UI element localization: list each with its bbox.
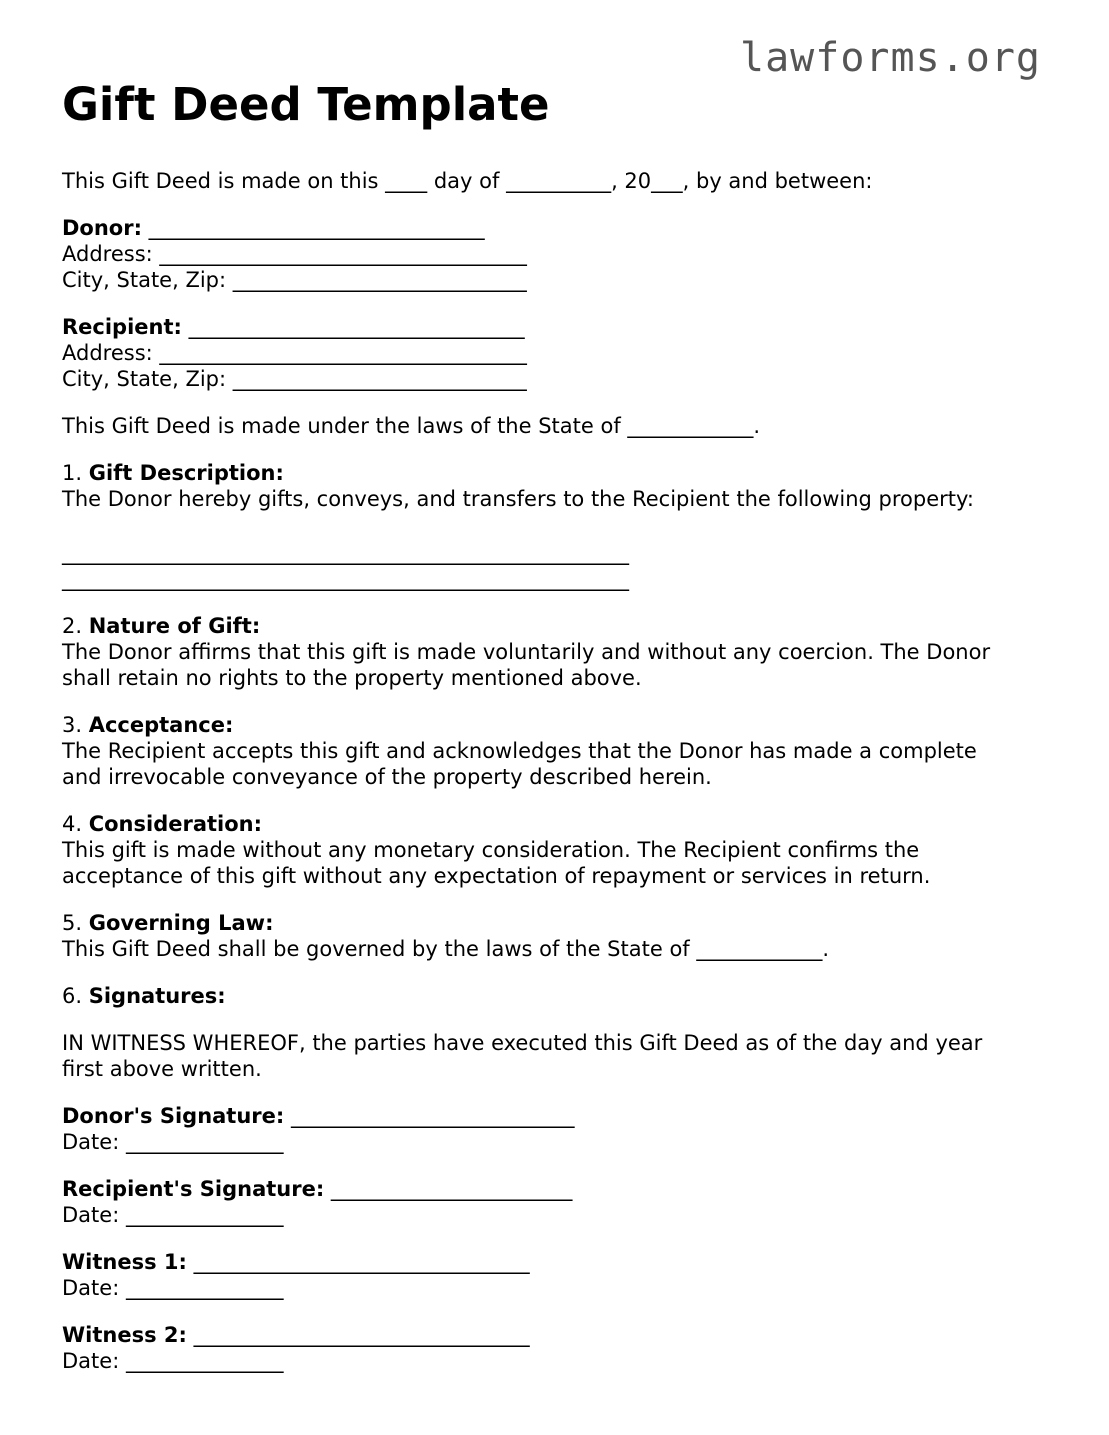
signature-blank: _______________________: [324, 1177, 573, 1201]
donor-address-line: Address: ___________________________________: [62, 242, 527, 266]
section-heading: [62, 811, 1052, 837]
signature-line: [62, 1322, 1052, 1348]
donor-name-line: [62, 215, 1052, 241]
recipient-city-line: City, State, Zip: ____________________________: [62, 367, 527, 391]
recipient-name-line: [62, 314, 1052, 340]
section-heading: [62, 712, 1052, 738]
section-body: The Donor affirms that this gift is made voluntarily and without any coercion. The Donor: [62, 640, 991, 664]
section-title: Acceptance:: [88, 713, 234, 737]
section-governing-law: [62, 910, 1052, 962]
section-title: Governing Law:: [88, 911, 274, 935]
signature-blank: ________________________________: [186, 1250, 530, 1274]
witness-clause: first above written.: [62, 1057, 262, 1081]
recipient-name-blank: ________________________________: [181, 315, 525, 339]
section-number: 5.: [62, 911, 89, 935]
donor-block: [62, 215, 1052, 293]
section-number: 6.: [62, 984, 89, 1008]
date-line: Date: _______________: [62, 1203, 284, 1227]
section-body: This gift is made without any monetary consideration. The Recipient confirms the: [62, 838, 920, 862]
section-nature-of-gift: [62, 613, 1052, 691]
witness1-signature-block: [62, 1249, 1052, 1301]
section-heading: [62, 983, 1052, 1009]
section-signatures: [62, 983, 1052, 1009]
signature-line: [62, 1103, 1052, 1129]
signature-line: [62, 1249, 1052, 1275]
signature-blank: ________________________________: [186, 1323, 530, 1347]
section-heading: [62, 910, 1052, 936]
section-body: acceptance of this gift without any expectation of repayment or services in return.: [62, 864, 931, 888]
laws-line: This Gift Deed is made under the laws of the State of ____________.: [62, 414, 761, 438]
section-consideration: [62, 811, 1052, 889]
signature-label: Witness 1:: [62, 1250, 187, 1274]
date-line: Date: _______________: [62, 1130, 284, 1154]
recipient-address-line: Address: ___________________________________: [62, 341, 527, 365]
intro-text: This Gift Deed is made on this ____ day of __________, 20___, by and between:: [62, 169, 873, 193]
witness-clause: IN WITNESS WHEREOF, the parties have executed this Gift Deed as of the day and year: [62, 1031, 983, 1055]
document-body: [62, 78, 1052, 1374]
recipient-signature-block: [62, 1176, 1052, 1228]
section-title: Consideration:: [88, 812, 263, 836]
section-number: 4.: [62, 812, 89, 836]
section-title: Gift Description:: [88, 461, 284, 485]
page-title: Gift Deed Template: [62, 78, 550, 131]
signature-label: Recipient's Signature:: [62, 1177, 325, 1201]
signature-label: Witness 2:: [62, 1323, 187, 1347]
donor-signature-block: [62, 1103, 1052, 1155]
signature-line: [62, 1176, 1052, 1202]
section-body: shall retain no rights to the property mentioned above.: [62, 666, 642, 690]
section-heading: [62, 460, 1052, 486]
section-acceptance: [62, 712, 1052, 790]
donor-label: Donor:: [62, 216, 142, 240]
signature-label: Donor's Signature:: [62, 1104, 285, 1128]
donor-name-blank: ________________________________: [142, 216, 485, 240]
section-title: Nature of Gift:: [88, 614, 261, 638]
section-body: The Recipient accepts this gift and acknowledges that the Donor has made a complete: [62, 739, 977, 763]
recipient-block: [62, 314, 1052, 392]
date-line: Date: _______________: [62, 1349, 284, 1373]
section-number: 3.: [62, 713, 89, 737]
signature-blank: ___________________________: [284, 1104, 575, 1128]
date-line: Date: _______________: [62, 1276, 284, 1300]
section-heading: [62, 613, 1052, 639]
section-title: Signatures:: [88, 984, 226, 1008]
section-body: and irrevocable conveyance of the property described herein.: [62, 765, 712, 789]
donor-city-line: City, State, Zip: ____________________________: [62, 268, 527, 292]
section-body: This Gift Deed shall be governed by the laws of the State of ____________.: [62, 937, 830, 961]
section-body: The Donor hereby gifts, conveys, and transfers to the Recipient the following property:: [62, 487, 975, 511]
watermark: lawforms.org: [740, 35, 1041, 81]
property-blank-line: ______________________________________________________: [62, 541, 629, 565]
section-number: 2.: [62, 614, 89, 638]
recipient-label: Recipient:: [62, 315, 182, 339]
witness2-signature-block: [62, 1322, 1052, 1374]
property-blank-line: ______________________________________________________: [62, 567, 629, 591]
section-gift-description: [62, 460, 1052, 592]
section-number: 1.: [62, 461, 89, 485]
